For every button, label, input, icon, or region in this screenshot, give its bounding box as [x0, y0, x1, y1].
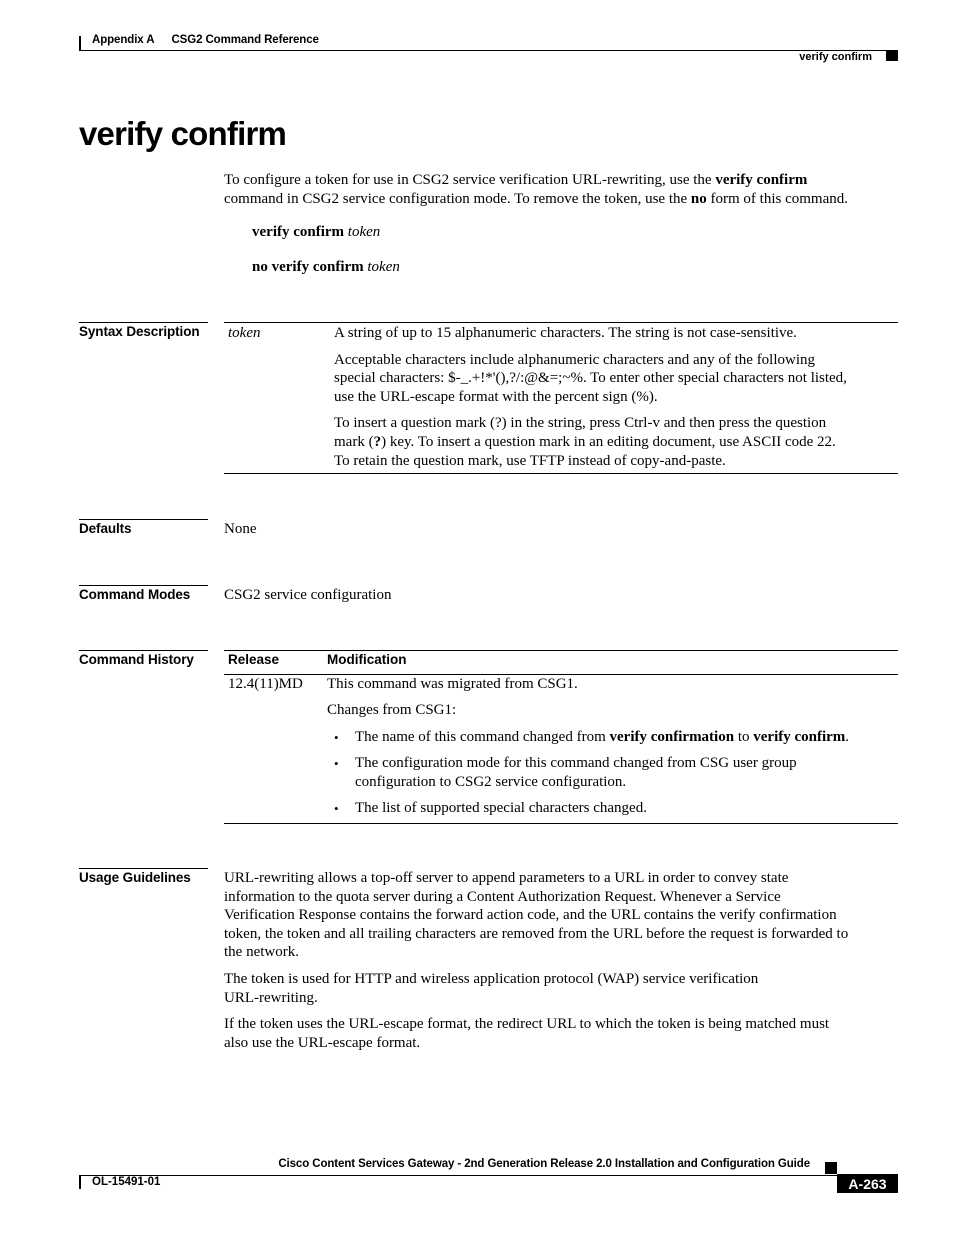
syntax-line-no-verify: no verify confirm token [252, 259, 400, 275]
command-history-label-rule [79, 650, 208, 651]
defaults-label-rule [79, 519, 208, 520]
history-bullet-2: The configuration mode for this command changed from CSG user group configuration to CSG2 service configuration. [355, 755, 797, 790]
syntax-desc-p2: Acceptable characters include alphanumeric characters and any of the following special characters: $-_.+!*'(),?/:@&=;~%. To enter other special characters not listed, use the URL-escape format with the percent sign (%). [334, 351, 847, 405]
command-modes-label-rule [79, 585, 208, 586]
syntax-description-text [334, 324, 904, 470]
header-appendix: Appendix A [92, 34, 155, 46]
syntax-table-top-rule [224, 322, 898, 323]
history-mod-1: This command was migrated from CSG1. [327, 676, 578, 692]
syntax-desc-p3: To insert a question mark (?) in the string, press Ctrl-v and then press the question mark (?) key. To insert a question mark in an editing document, use ASCII code 22. To retain the question mark, use TFTP instead of copy-and-paste. [334, 415, 836, 469]
header-breadcrumb [92, 34, 319, 46]
history-bullet-1: The name of this command changed from verify confirmation to verify confirm. [355, 729, 850, 745]
usage-paragraph-3: If the token uses the URL-escape format, the redirect URL to which the token is being matched must also use the URL-escape format. [224, 1016, 830, 1051]
usage-guidelines-label-rule [79, 868, 208, 869]
footer-guide-title: Cisco Content Services Gateway - 2nd Generation Release 2.0 Installation and Configuration Guide [278, 1158, 810, 1170]
defaults-label: Defaults [79, 521, 132, 536]
history-bullet-3: The list of supported special characters changed. [355, 800, 647, 816]
history-mod-2: Changes from CSG1: [327, 702, 457, 718]
usage-paragraph-2: The token is used for HTTP and wireless application protocol (WAP) service verification URL-rewriting. [224, 970, 759, 1006]
usage-paragraph-1: URL-rewriting allows a top-off server to append parameters to a URL in order to convey state information to the quota server during a Content Authorization Request. Whenever a Service Verification Response contains the forward action code, and the URL contains the verify confirmation token, the token and all trailing characters are removed from the URL before the request is forwarded to the network. [224, 870, 849, 961]
bullet-3-marker: • [334, 801, 339, 816]
header-command: verify confirm [799, 51, 872, 63]
syntax-table-bottom-rule [224, 473, 898, 474]
command-modes-value: CSG2 service configuration [224, 587, 392, 603]
footer-marker [825, 1162, 837, 1174]
syntax-desc-p1: A string of up to 15 alphanumeric characters. The string is not case-sensitive. [334, 325, 797, 341]
page-title: verify confirm [79, 115, 287, 152]
history-table-bottom-rule [224, 823, 898, 824]
syntax-param: token [228, 325, 261, 341]
syntax-line-verify: verify confirm token [252, 224, 381, 240]
history-col-modification: Modification [327, 652, 407, 667]
intro-line-2: command in CSG2 service configuration mode. To remove the token, use the no form of this command. [224, 190, 848, 207]
command-history-label: Command History [79, 652, 194, 667]
intro-line-1: To configure a token for use in CSG2 service verification URL-rewriting, use the verify confirm [224, 172, 808, 188]
history-col-release: Release [228, 652, 280, 667]
footer-doc-number: OL-15491-01 [92, 1176, 161, 1188]
header-rule-vertical [79, 36, 81, 51]
usage-guidelines-text [224, 869, 904, 1052]
usage-guidelines-label: Usage Guidelines [79, 870, 191, 885]
defaults-value: None [224, 521, 257, 537]
header-rule [79, 50, 898, 51]
bullet-2-marker: • [334, 756, 339, 771]
footer-rule-vertical [79, 1175, 81, 1189]
bullet-1-marker: • [334, 730, 339, 745]
syntax-description-label-rule [79, 322, 208, 323]
intro-paragraph [224, 171, 904, 208]
header-chapter: CSG2 Command Reference [171, 34, 319, 46]
footer-page-number: A-263 [837, 1174, 898, 1193]
command-modes-label: Command Modes [79, 587, 191, 602]
intro-no-keyword: no [690, 190, 707, 207]
footer-rule [79, 1175, 898, 1176]
history-table-top-rule [224, 650, 898, 651]
header-marker [886, 50, 898, 61]
history-release: 12.4(11)MD [228, 676, 303, 692]
syntax-description-label: Syntax Description [79, 324, 200, 339]
intro-command: verify confirm [715, 172, 808, 188]
